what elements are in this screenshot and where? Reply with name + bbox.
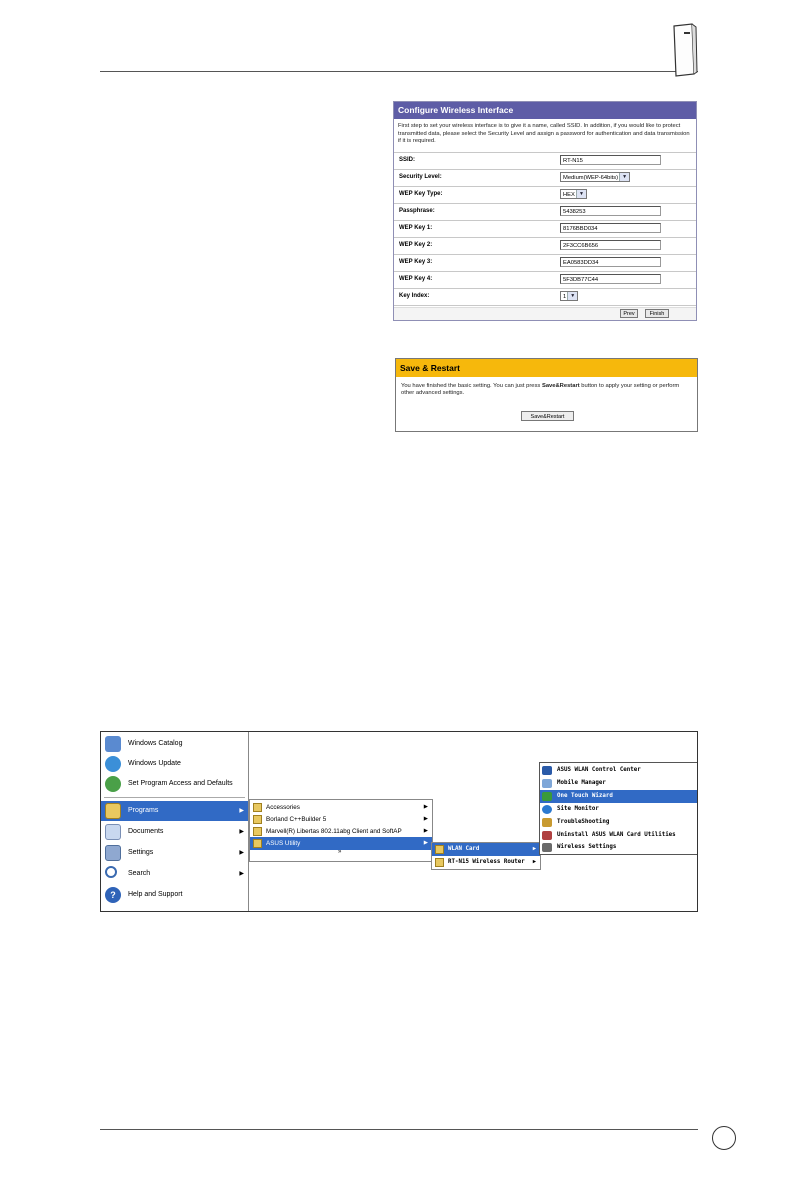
header-rule <box>100 71 698 72</box>
submenu-item-one-touch-wizard[interactable] <box>540 790 698 803</box>
menu-item-label: Settings <box>128 849 154 856</box>
menu-item-label: Help and Support <box>128 891 183 898</box>
chevron-right-icon: ▶ <box>423 804 428 810</box>
submenu-item-label: Marvell(R) Libertas 802.11abg Client and SoftAP <box>266 828 402 835</box>
programs-icon <box>105 803 121 819</box>
menu-item-program-access[interactable] <box>101 774 248 794</box>
finish-button[interactable]: Finish <box>645 309 669 318</box>
submenu-item-site-monitor[interactable] <box>540 803 698 816</box>
wep-key-2-label: WEP Key 2: <box>399 242 433 248</box>
ssid-label: SSID: <box>399 157 416 163</box>
submenu-item-wireless-settings[interactable] <box>540 841 698 854</box>
submenu-item-label: One Touch Wizard <box>557 793 613 799</box>
menu-item-windows-catalog[interactable] <box>101 734 248 754</box>
submenu-item-label: ASUS WLAN Control Center <box>557 767 641 773</box>
security-level-value: Medium(WEP-64bits) <box>563 175 619 181</box>
more-items-chevron[interactable]: » <box>338 849 342 855</box>
chevron-right-icon: ▶ <box>239 871 244 877</box>
chevron-down-icon: ▼ <box>619 173 629 181</box>
field-row-wep-key-3 <box>394 254 696 271</box>
site-monitor-icon <box>542 805 552 814</box>
submenu-item-rt-n15[interactable] <box>432 856 540 869</box>
field-row-wep-key-2 <box>394 237 696 254</box>
menu-item-search[interactable] <box>101 864 248 884</box>
wlan-card-submenu <box>539 762 698 855</box>
menu-item-settings[interactable] <box>101 843 248 863</box>
troubleshooting-icon <box>542 818 552 827</box>
menu-item-programs[interactable] <box>101 801 248 821</box>
chevron-down-icon: ▼ <box>567 292 577 300</box>
field-row-ssid <box>394 152 696 169</box>
asus-utility-submenu <box>431 842 541 870</box>
menu-item-documents[interactable] <box>101 822 248 842</box>
passphrase-label: Passphrase: <box>399 208 435 214</box>
folder-icon <box>253 839 262 848</box>
wireless-settings-icon <box>542 843 552 852</box>
chevron-right-icon: ▶ <box>423 840 428 846</box>
chevron-right-icon: ▶ <box>423 816 428 822</box>
wep-key-1-input[interactable]: 8176BBD034 <box>560 223 661 233</box>
chevron-right-icon: ▶ <box>532 846 536 852</box>
menu-item-label: Set Program Access and Defaults <box>128 780 233 787</box>
help-icon: ? <box>105 887 121 903</box>
field-row-passphrase <box>394 203 696 220</box>
folder-icon <box>435 858 444 867</box>
windows-catalog-icon <box>105 736 121 752</box>
save-restart-title: Save & Restart <box>396 359 697 377</box>
menu-item-label: Documents <box>128 828 164 835</box>
program-access-icon <box>105 776 121 792</box>
menu-item-label: Programs <box>128 807 159 814</box>
configure-wireless-panel <box>393 101 697 321</box>
chevron-right-icon: ▶ <box>239 808 244 814</box>
wep-key-3-label: WEP Key 3: <box>399 259 433 265</box>
footer-rule <box>100 1129 698 1130</box>
configure-wireless-intro: First step to set your wireless interface is to give it a name, called SSID. In addition, if you would like to protect transmitted data, please select the Security Level and assign a password for authentication and data transmission if it is required. <box>398 123 690 144</box>
submenu-item-troubleshooting[interactable] <box>540 816 698 829</box>
button-bar <box>394 307 696 320</box>
submenu-item-label: Wireless Settings <box>557 844 617 850</box>
folder-icon <box>253 803 262 812</box>
chevron-down-icon: ▼ <box>576 190 586 198</box>
windows-update-icon <box>105 756 121 772</box>
menu-item-label: Windows Catalog <box>128 740 183 747</box>
router-icon <box>668 22 698 78</box>
start-menu-screenshot <box>100 731 698 912</box>
menu-item-windows-update[interactable] <box>101 754 248 774</box>
submenu-item-wlan-card[interactable] <box>432 843 540 856</box>
wep-key-type-select[interactable] <box>560 189 587 199</box>
control-center-icon <box>542 766 552 775</box>
prev-button[interactable]: Prev <box>620 309 638 318</box>
save-restart-text <box>396 377 697 399</box>
field-row-wep-key-1 <box>394 220 696 237</box>
chevron-right-icon: ▶ <box>423 828 428 834</box>
menu-item-help[interactable] <box>101 885 248 905</box>
wep-key-1-label: WEP Key 1: <box>399 225 433 231</box>
wep-key-4-input[interactable]: 5F3DB77C44 <box>560 274 661 284</box>
save-restart-panel <box>395 358 698 432</box>
save-restart-text-before: You have finished the basic setting. You can just press <box>401 383 542 389</box>
submenu-item-label: TroubleShooting <box>557 819 610 825</box>
field-row-wep-key-type <box>394 186 696 203</box>
wep-key-3-input[interactable]: EA0583DD34 <box>560 257 661 267</box>
key-index-value: 1 <box>563 294 567 300</box>
menu-item-label: Search <box>128 870 151 877</box>
submenu-item-label: WLAN Card <box>448 846 480 852</box>
security-level-label: Security Level: <box>399 174 442 180</box>
submenu-item-label: Borland C++Builder 5 <box>266 816 327 823</box>
field-row-wep-key-4 <box>394 271 696 288</box>
submenu-item-label: Accessories <box>266 804 300 811</box>
wep-key-2-input[interactable]: 2F3CC6B656 <box>560 240 661 250</box>
wep-key-type-label: WEP Key Type: <box>399 191 443 197</box>
submenu-item-label: Mobile Manager <box>557 780 606 786</box>
save-restart-text-after: button to apply your setting or perform other advanced settings. <box>401 383 680 396</box>
submenu-item-label: Uninstall ASUS WLAN Card Utilities <box>557 832 676 838</box>
chevron-right-icon: ▶ <box>532 859 536 865</box>
uninstall-icon <box>542 831 552 840</box>
wizard-icon <box>542 792 552 801</box>
save-restart-text-bold: Save&Restart <box>541 383 580 389</box>
field-row-security-level <box>394 169 696 186</box>
menu-item-label: Windows Update <box>128 760 181 767</box>
documents-icon <box>105 824 121 840</box>
field-row-key-index <box>394 288 696 305</box>
chevron-right-icon: ▶ <box>239 829 244 835</box>
settings-icon <box>105 845 121 861</box>
menu-separator <box>104 797 245 798</box>
programs-submenu <box>249 799 433 862</box>
wep-key-type-value: HEX <box>563 192 575 198</box>
ssid-input[interactable]: RT-N15 <box>560 155 661 165</box>
configure-wireless-title: Configure Wireless Interface <box>394 102 696 119</box>
save-restart-button[interactable]: Save&Restart <box>521 411 574 421</box>
wep-key-4-label: WEP Key 4: <box>399 276 433 282</box>
submenu-item-mobile-manager[interactable] <box>540 777 698 790</box>
search-icon <box>105 866 117 878</box>
key-index-select[interactable] <box>560 291 578 301</box>
key-index-label: Key Index: <box>399 293 430 299</box>
submenu-item-control-center[interactable] <box>540 764 698 777</box>
start-menu-left-pane <box>101 732 249 911</box>
page-number-circle <box>712 1126 736 1150</box>
security-level-select[interactable] <box>560 172 630 182</box>
chevron-right-icon: ▶ <box>239 850 244 856</box>
mobile-manager-icon <box>542 779 552 788</box>
folder-icon <box>253 815 262 824</box>
submenu-item-label: RT-N15 Wireless Router <box>448 859 525 865</box>
submenu-item-label: Site Monitor <box>557 806 599 812</box>
passphrase-input[interactable]: 5438253 <box>560 206 661 216</box>
submenu-item-label: ASUS Utility <box>266 840 301 847</box>
folder-icon <box>253 827 262 836</box>
folder-icon <box>435 845 444 854</box>
